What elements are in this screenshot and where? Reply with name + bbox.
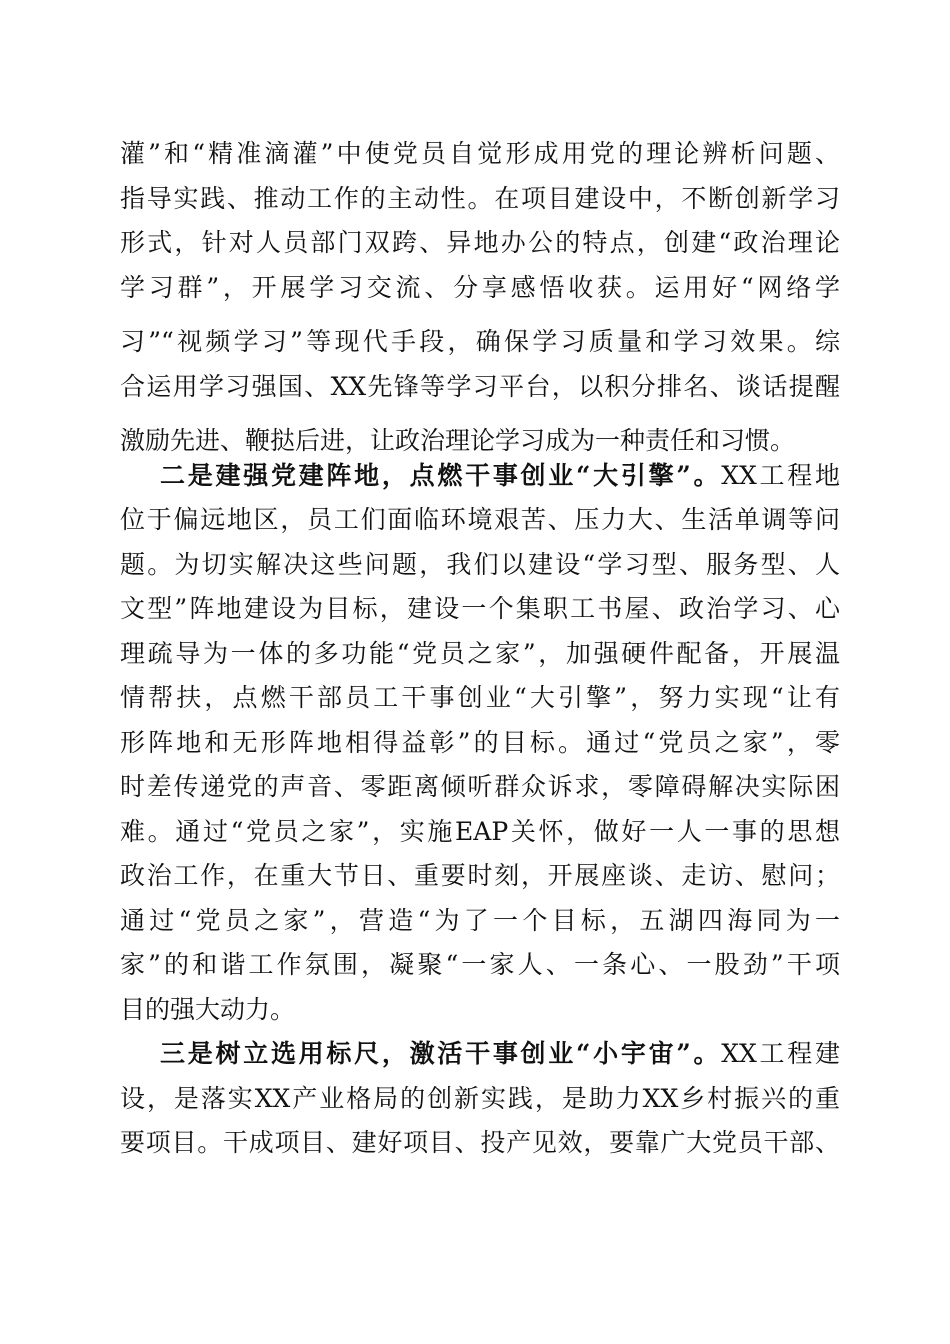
- paragraph-line: 文型”阵地建设为目标，建设一个集职工书屋、政治学习、心: [120, 594, 840, 623]
- paragraph-line: 题。为切实解决这些问题，我们以建设“学习型、服务型、人: [120, 550, 840, 579]
- paragraph-line: 通过“党员之家”，营造“为了一个目标，五湖四海同为一: [120, 906, 840, 935]
- paragraph-line: 要项目。干成项目、建好项目、投产见效，要靠广大党员干部、: [120, 1128, 840, 1157]
- paragraph-line: 合运用学习强国、XX先锋等学习平台，以积分排名、谈话提醒: [120, 372, 840, 401]
- paragraph-line: 时差传递党的声音、零距离倾听群众诉求，零障碍解决实际困: [120, 772, 840, 801]
- section-three-first-line: [160, 1034, 840, 1074]
- paragraph-line: 目的强大动力。: [120, 995, 296, 1024]
- paragraph-line: 理疏导为一体的多功能“党员之家”，加强硬件配备，开展温: [120, 639, 840, 668]
- section-two-heading: 二是建强党建阵地，点燃干事创业“大引擎”。: [160, 461, 722, 490]
- paragraph-line: 学习群”，开展学习交流、分享感悟收获。运用好“网络学: [120, 273, 840, 302]
- paragraph-line: 位于偏远地区，员工们面临环境艰苦、压力大、生活单调等问: [120, 505, 840, 534]
- paragraph-line: 激励先进、鞭挞后进，让政治理论学习成为一种责任和习惯。: [120, 426, 796, 455]
- paragraph-line: 政治工作，在重大节日、重要时刻，开展座谈、走访、慰问；: [120, 861, 840, 890]
- paragraph-line: 情帮扶，点燃干部员工干事创业“大引擎”，努力实现“让有: [120, 683, 840, 712]
- paragraph-line: 指导实践、推动工作的主动性。在项目建设中，不断创新学习: [120, 184, 840, 213]
- paragraph-line: 形式，针对人员部门双跨、异地办公的特点，创建“政治理论: [120, 228, 840, 257]
- paragraph-line: 家”的和谐工作氛围，凝聚“一家人、一条心、一股劲”干项: [120, 950, 840, 979]
- paragraph-line: 难。通过“党员之家”，实施EAP关怀，做好一人一事的思想: [120, 817, 840, 846]
- paragraph-line: 形阵地和无形阵地相得益彰”的目标。通过“党员之家”，零: [120, 728, 840, 757]
- paragraph-line: 设，是落实XX产业格局的创新实践，是助力XX乡村振兴的重: [120, 1084, 840, 1113]
- paragraph-line: 习”“视频学习”等现代手段，确保学习质量和学习效果。综: [120, 327, 840, 356]
- section-two-first-rest: XX工程地: [721, 461, 840, 490]
- section-three-first-rest: XX工程建: [721, 1039, 840, 1068]
- section-three-heading: 三是树立选用标尺，激活干事创业“小宇宙”。: [160, 1039, 722, 1068]
- section-two-first-line: [160, 456, 840, 496]
- paragraph-line: 灌”和“精准滴灌”中使党员自觉形成用党的理论辨析问题、: [120, 139, 840, 168]
